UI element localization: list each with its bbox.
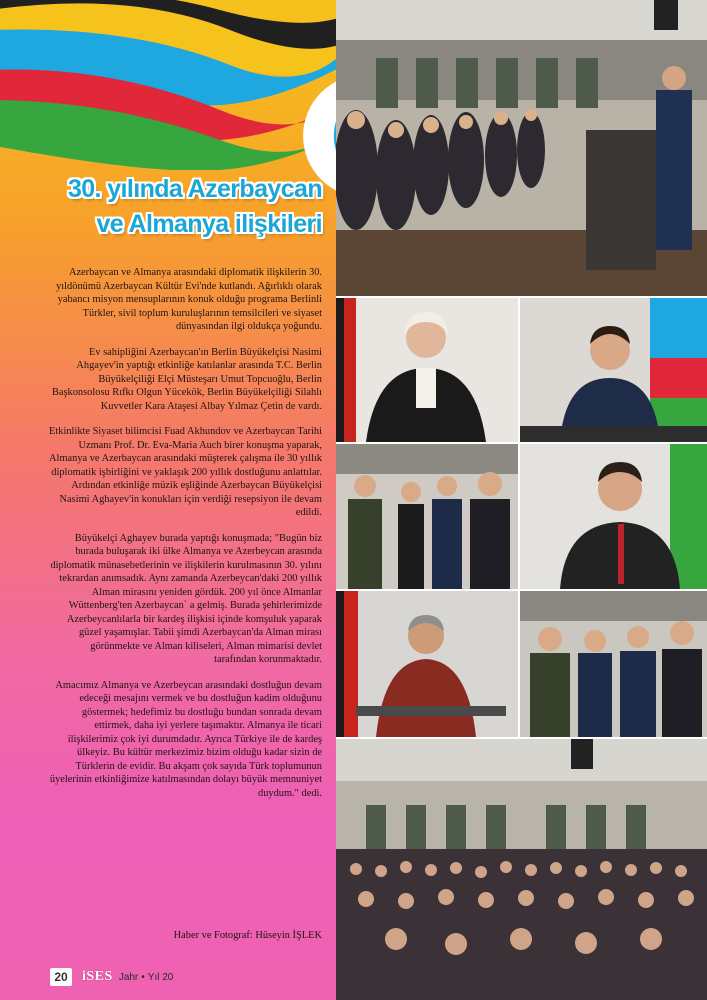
article-column: [0, 0, 336, 1000]
issue-jahr: Jahr: [118, 971, 139, 983]
title-line-2: ve Almanya ilişkileri: [96, 210, 322, 238]
article-body: [48, 266, 322, 812]
photo-group-four: [520, 591, 707, 737]
paragraph: Azerbaycan ve Almanya arasındaki diplomatik ilişkilerin 30. yıldönümü Azerbaycan Kültür Evi'nde kutlandı. Ağırlıklı olarak yabancı misyon mensuplarının konuk olduğu programa Berlinli Türkler, sivil toplum kuruluşlarının temsilcileri ve siyaset dünyasından ilgi oldukça yoğundu.: [56, 267, 322, 332]
azerbaijan-flag-graphic: [0, 0, 336, 170]
page-footer: [50, 966, 173, 988]
magazine-logo: iSES: [82, 969, 113, 984]
photo-woman-speaker: [336, 298, 518, 442]
issue-info: [119, 972, 174, 983]
byline: Haber ve Fotograf: Hüseyin İŞLEK: [173, 930, 322, 941]
photo-group-officers: [336, 444, 518, 589]
issue-separator: •: [141, 971, 145, 983]
paragraph: Büyükelçi Aghayev burada yaptığı konuşmada; "Bugün biz burada buluşarak iki ülke Almanya ve Azerbeycan arasında diplomatik münasebetlerinin ve ilişkilerin kurulmasının 30. yılını tekrardan anımsadık. Aynı zamanda Azerbeycan'daki 200 yıllık Alman mirasını yeniden gördük. 200 yıl önce Almanlar Wüttenberg'ten Azerbaycan` a gelmiş. Burada şehirlerimizde Azerbeycanlılarla bir kardeş ilişkisi içinde komşuluk yaparak güzel yaşamışlar. Tabii şimdi Azerbaycan'da Alman mirası görünmekte ve Alman kiliseleri, Alman mimarisi devlet tarafından korunmaktadır.: [50, 532, 322, 665]
photo-audience-hall: [336, 739, 707, 1000]
title-line-1: 30. yılında Azerbaycan: [67, 175, 322, 203]
paragraph: Ev sahipliğini Azerbaycan'ın Berlin Büyükelçisi Nasimi Ahgayev'in yaptığı etkinliğe katılanlar arasında T.C. Berlin Büyükelçiliği Elçi Müsteşarı Umut Topcuoğlu, Berlin Başkonsolosu Rıfkı Olgun Yücekök, Berlin Büyükelçiliği Silahlı Kuvvetler Kara Ataşesi Albay Yılmaz Çetin de vardı.: [51, 346, 322, 412]
photo-man-glasses-speaker: [520, 444, 707, 589]
photo-hall-speaker: [336, 0, 707, 296]
photo-musician: [336, 591, 518, 737]
photo-ambassador-podium: [520, 298, 707, 442]
page-number: 20: [50, 968, 72, 986]
paragraph: Etkinlikte Siyaset bilimcisi Fuad Akhundov ve Azerbaycan Tarihi Uzmanı Prof. Dr. Eva-Maria Auch birer konuşma yaparak, Almanya ve Azerbaycan arasındaki müşterek çalışma ile 30 yıllık diplomatik işbirliğini ve yaklaşık 200 yıllık dostluğunu anlattılar. Ardından etkinliğe müzik eşliğinde Azerbaycan Büyükelçisi Nasimi Aghayev'in konukları için verdiği resepsiyon ile devam edildi.: [49, 426, 322, 518]
issue-yil: Yıl 20: [147, 971, 174, 983]
paragraph: Amacımız Almanya ve Azerbeycan arasındaki dostluğun devam edeceği mesajını vermek ve bu dostluğun kadim olduğunu göstermek; hedefimiz bu dostluğu bundan sonrada devam ettirmek, daha iyi yerlere taşımaktır. Almanya ile ticari ilişkilerimiz çok iyi durumdadır. Ayrıca Türkiye ile de kardeş ülkeyiz. Bu kültür merkezimiz bizim olduğu kadar sizin de Türklerin de evidir. Bu akşam çok sayıda Türk toplumunun üyelerinin etkinliğimize katılmasından dolayı büyük memnuniyet duydum." dedi.: [49, 679, 322, 799]
article-title: [40, 172, 322, 242]
